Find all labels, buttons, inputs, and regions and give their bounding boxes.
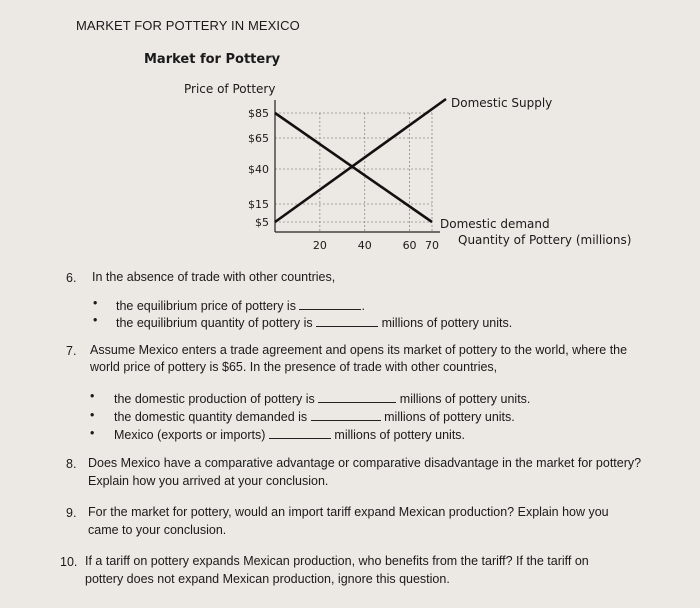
chart-series xyxy=(275,99,446,222)
y-tick-label: $85 xyxy=(248,107,269,120)
answer-blank[interactable] xyxy=(318,390,396,403)
q7-b2-end: millions of pottery units. xyxy=(384,410,515,424)
chart-title: Market for Pottery xyxy=(144,52,281,67)
page-title: MARKET FOR POTTERY IN MEXICO xyxy=(76,18,300,33)
supply-curve-label: Domestic Supply xyxy=(451,96,553,110)
y-tick-label: $65 xyxy=(248,132,269,145)
bullet: • xyxy=(90,408,95,422)
q7-b2-text: the domestic quantity demanded is xyxy=(114,410,308,424)
q6-bullet-2 xyxy=(116,314,512,332)
q7-b3-end: millions of pottery units. xyxy=(334,428,466,442)
supply-curve xyxy=(275,99,446,222)
y-axis-label: Price of Pottery xyxy=(184,82,276,96)
q6-bullet-1 xyxy=(116,297,365,315)
answer-blank[interactable] xyxy=(299,297,361,310)
bullet: • xyxy=(90,389,95,403)
bullet: • xyxy=(93,313,98,327)
q9-line-1: For the market for pottery, would an import tariff expand Mexican production? Explain how you xyxy=(88,505,609,519)
q7-b1-text: the domestic production of pottery is xyxy=(114,392,315,406)
chart-ticks xyxy=(248,107,439,252)
answer-blank[interactable] xyxy=(316,314,378,327)
x-tick-label: 70 xyxy=(425,239,439,252)
q10-line-1: If a tariff on pottery expands Mexican production, who benefits from the tariff? If the tariff on xyxy=(85,554,589,568)
q6-b2-end: millions of pottery units. xyxy=(381,316,513,330)
bullet: • xyxy=(93,296,98,310)
q8-line-2: Explain how you arrived at your conclusion. xyxy=(88,474,329,488)
q6-b1-text: the equilibrium price of pottery is xyxy=(116,299,296,313)
q7-bullet-1 xyxy=(114,390,530,408)
x-tick-label: 60 xyxy=(402,239,417,252)
bullet: • xyxy=(90,426,95,440)
q8-number: 8. xyxy=(66,457,77,471)
q10-line-2: pottery does not expand Mexican production, ignore this question. xyxy=(85,572,450,586)
q6-number: 6. xyxy=(66,271,77,285)
demand-curve-label: Domestic demand xyxy=(440,217,550,231)
q6-text: In the absence of trade with other countries, xyxy=(92,270,336,284)
q7-bullet-3 xyxy=(114,426,465,444)
supply-demand-chart xyxy=(0,0,700,270)
x-tick-label: 20 xyxy=(312,239,327,252)
q9-number: 9. xyxy=(66,506,77,520)
x-tick-label: 40 xyxy=(357,239,372,252)
q7-b1-end: millions of pottery units. xyxy=(399,392,531,406)
q7-number: 7. xyxy=(66,344,77,358)
answer-blank[interactable] xyxy=(269,426,331,439)
q9-line-2: came to your conclusion. xyxy=(88,523,227,537)
q8-line-1: Does Mexico have a comparative advantage or comparative disadvantage in the market for pottery? xyxy=(88,456,642,470)
q7-line-1: Assume Mexico enters a trade agreement and opens its market of pottery to the world, where the xyxy=(90,343,628,357)
q7-line-2: world price of pottery is $65. In the presence of trade with other countries, xyxy=(90,360,498,374)
y-tick-label: $40 xyxy=(248,163,269,176)
q6-b2-text: the equilibrium quantity of pottery is xyxy=(116,316,313,330)
q6-b1-end: . xyxy=(361,299,365,313)
q10-number: 10. xyxy=(60,555,78,569)
y-tick-label: $5 xyxy=(255,216,269,229)
answer-blank[interactable] xyxy=(311,408,381,421)
q7-bullet-2 xyxy=(114,408,515,426)
y-tick-label: $15 xyxy=(248,198,269,211)
q7-b3-text: Mexico (exports or imports) xyxy=(114,428,266,442)
x-axis-label: Quantity of Pottery (millions) xyxy=(458,233,632,247)
